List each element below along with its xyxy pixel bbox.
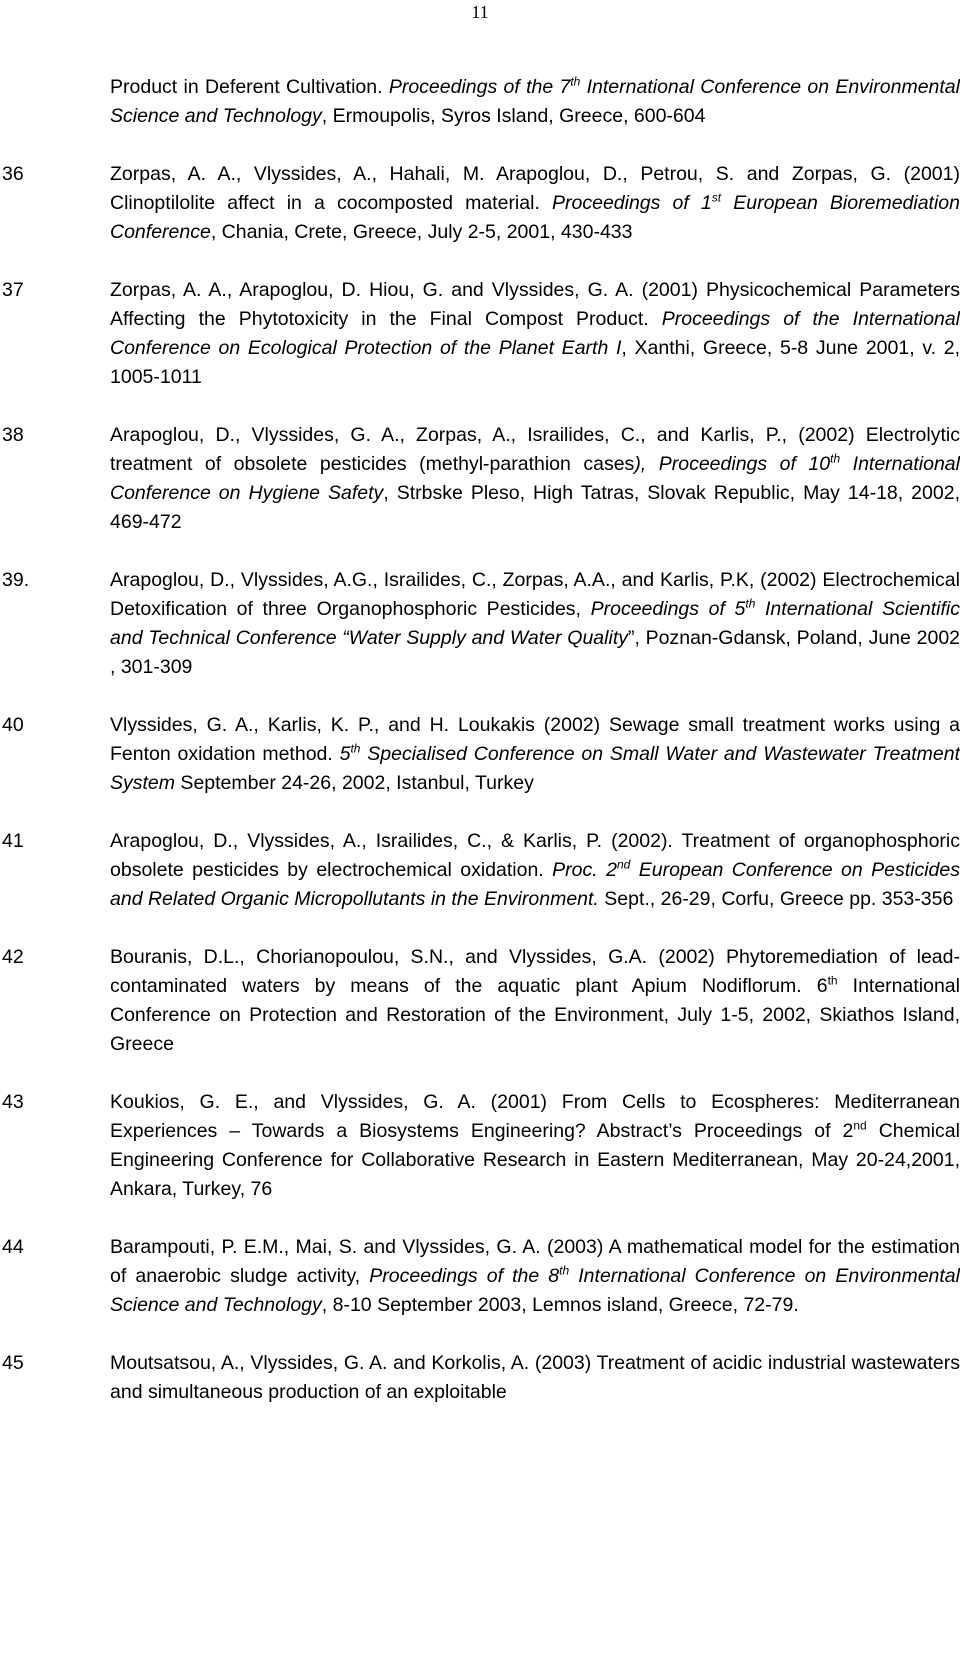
reference-item: [0, 566, 960, 682]
superscript: th: [827, 973, 838, 988]
text-segment: Zorpas, A. A., Arapoglou, D. Hiou, G. and Vlyssides, G. A. (2001) Physicochemical Parameters Affecting the Phytotoxicity in the Final Compost Product.: [110, 279, 960, 330]
reference-number: 45: [2, 1352, 24, 1374]
superscript: th: [745, 596, 756, 611]
reference-text: [110, 1088, 960, 1204]
italic-text: 2: [606, 859, 617, 881]
reference-number: 43: [2, 1091, 24, 1113]
reference-text: [110, 276, 960, 392]
reference-item: [0, 160, 960, 247]
text-segment: Arapoglou, D., Vlyssides, A., Israilides, C., & Karlis, P. (2002). Treatment of organophosphoric obsolete pesticides by electrochemical oxidation.: [110, 830, 960, 881]
text-segment: September 24-26, 2002, Istanbul, Turkey: [175, 772, 534, 794]
reference-number: 40: [2, 714, 24, 736]
superscript: th: [830, 451, 841, 466]
italic-text: International Conference on Environmental Science and Technology: [110, 76, 960, 127]
text-segment: ”, Poznan-Gdansk, Poland, June 2002 , 301-309: [110, 627, 960, 678]
text-segment: Moutsatsou, A., Vlyssides, G. A. and Korkolis, A. (2003) Treatment of acidic industrial wastewaters and simultaneous production of an exploitable: [110, 1352, 960, 1403]
italic-text: International Conference on Hygiene Safety: [110, 453, 960, 504]
reference-item: [0, 1349, 960, 1407]
superscript: th: [350, 741, 361, 756]
italic-text: 5: [339, 743, 351, 765]
text-segment: , Xanthi, Greece, 5-8 June 2001, v. 2, 1005-1011: [110, 337, 960, 388]
superscript: nd: [853, 1118, 867, 1133]
text-segment: [598, 859, 606, 881]
text-segment: Arapoglou, D., Vlyssides, G. A., Zorpas, A., Israilides, C., and Karlis, P., (2002) Electrolytic treatment of obsolete pesticides (methyl-parathion cases: [110, 424, 960, 475]
reference-item: [0, 421, 960, 537]
reference-text: [110, 566, 960, 682]
page-number: 11: [471, 2, 489, 22]
reference-number: 42: [2, 946, 24, 968]
superscript: st: [711, 190, 722, 205]
reference-number: 41: [2, 830, 24, 852]
italic-text: Specialised Conference on Small Water and Wastewater Treatment System: [110, 743, 960, 794]
reference-item: [0, 1233, 960, 1320]
reference-item: [0, 943, 960, 1059]
reference-list: [0, 73, 960, 1436]
text-segment: , Ermoupolis, Syros Island, Greece, 600-604: [321, 105, 706, 127]
reference-number: 37: [2, 279, 24, 301]
superscript: nd: [616, 857, 631, 872]
reference-text: [110, 711, 960, 798]
text-segment: Arapoglou, D., Vlyssides, A.G., Israilides, C., Zorpas, A.A., and Karlis, P.K, (2002) Electrochemical Detoxification of three Organophosphoric Pesticides,: [110, 569, 960, 620]
text-segment: Product in Deferent Cultivation.: [110, 76, 389, 98]
italic-text: International Conference on Environmental Science and Technology: [110, 1265, 960, 1316]
reference-item: [0, 827, 960, 914]
reference-item: [0, 73, 960, 131]
reference-item: [0, 1088, 960, 1204]
reference-text: [110, 160, 960, 247]
superscript: th: [559, 1263, 570, 1278]
italic-text: Proceedings of 5: [590, 598, 746, 620]
reference-item: [0, 276, 960, 392]
italic-text: European Conference on Pesticides and Related Organic Micropollutants in the Environment.: [110, 859, 960, 910]
reference-number: 36: [2, 163, 24, 185]
italic-text: European Bioremediation Conference: [110, 192, 960, 243]
text-segment: Zorpas, A. A., Vlyssides, A., Hahali, M. Arapoglou, D., Petrou, S. and Zorpas, G. (2001) Clinoptilolite affect in a cocomposted material.: [110, 163, 960, 214]
text-segment: Koukios, G. E., and Vlyssides, G. A. (2001) From Cells to Ecospheres: Mediterranean Experiences – Towards a Biosystems Engineering? Abstract’s Proceedings of 2: [110, 1091, 960, 1142]
italic-text: Proceedings of the International Conference on Ecological Protection of the Planet Earth I: [110, 308, 960, 359]
text-segment: , Chania, Crete, Greece, July 2-5, 2001, 430-433: [210, 221, 633, 243]
reference-text: [110, 73, 960, 131]
reference-text: [110, 827, 960, 914]
reference-text: [110, 943, 960, 1059]
text-segment: Bouranis, D.L., Chorianopoulou, S.N., and Vlyssides, G.A. (2002) Phytoremediation of lead-contaminated waters by means of the aquatic plant Apium Nodiflorum. 6: [110, 946, 960, 997]
italic-text: Proc.: [552, 859, 598, 881]
reference-number: 39.: [2, 569, 30, 591]
reference-number: 44: [2, 1236, 24, 1258]
text-segment: Sept., 26-29, Corfu, Greece pp. 353-356: [598, 888, 954, 910]
superscript: th: [570, 74, 581, 89]
reference-number: 38: [2, 424, 24, 446]
text-segment: Barampouti, P. E.M., Mai, S. and Vlyssides, G. A. (2003) A mathematical model for the estimation of anaerobic sludge activity,: [110, 1236, 960, 1287]
text-segment: Chemical Engineering Conference for Collaborative Research in Eastern Mediterranean, May 20-24,2001, Ankara, Turkey, 76: [110, 1120, 960, 1200]
reference-text: [110, 421, 960, 537]
text-segment: Vlyssides, G. A., Karlis, K. P., and H. Loukakis (2002) Sewage small treatment works using a Fenton oxidation method.: [110, 714, 960, 765]
italic-text: Proceedings of the 7: [388, 76, 571, 98]
italic-text: International Scientific and Technical Conference “Water Supply and Water Quality: [110, 598, 960, 649]
italic-text: Proceedings of the 8: [369, 1265, 560, 1287]
text-segment: International Conference on Protection and Restoration of the Environment, July 1-5, 2002, Skiathos Island, Greece: [110, 975, 960, 1055]
reference-text: [110, 1349, 960, 1407]
italic-text: ), Proceedings of 10: [634, 453, 831, 475]
text-segment: , Strbske Pleso, High Tatras, Slovak Republic, May 14-18, 2002, 469-472: [110, 482, 960, 533]
reference-item: [0, 711, 960, 798]
italic-text: Proceedings of 1: [552, 192, 712, 214]
reference-text: [110, 1233, 960, 1320]
text-segment: , 8-10 September 2003, Lemnos island, Greece, 72-79.: [321, 1294, 799, 1316]
